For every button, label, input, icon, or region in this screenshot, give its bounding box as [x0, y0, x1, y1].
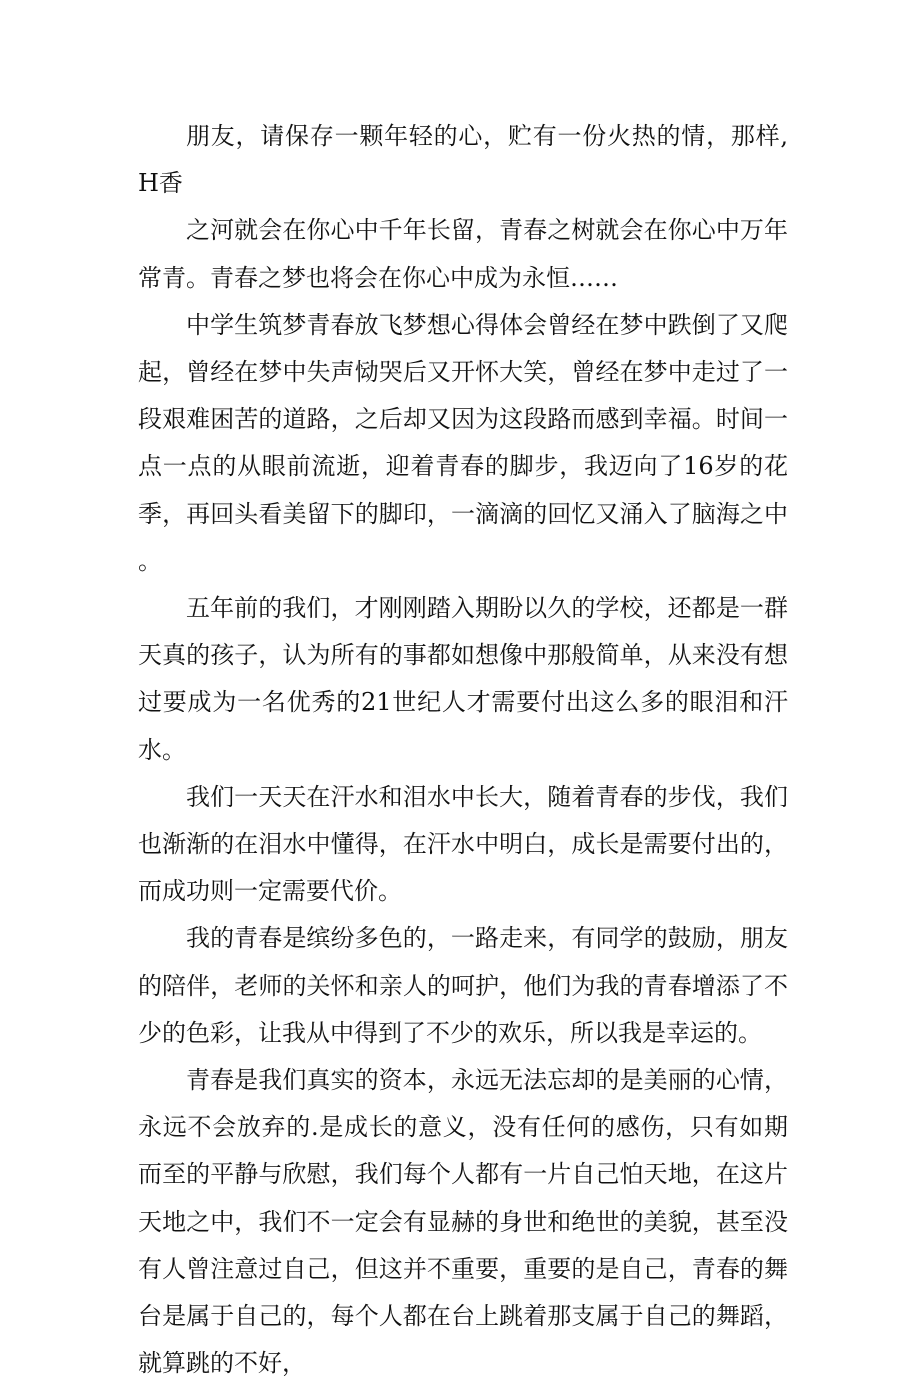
paragraph-6: 我的青春是缤纷多色的，一路走来，有同学的鼓励，朋友的陪伴，老师的关怀和亲人的呵护，他们为我的青春增添了不少的色彩，让我从中得到了不少的欢乐，所以我是幸运的。 [138, 924, 788, 1047]
paragraph-1: 朋友，请保存一颗年轻的心，贮有一份火热的情，那样,H香 [138, 122, 788, 198]
paragraph-4: 五年前的我们，才刚刚踏入期盼以久的学校，还都是一群天真的孩子，认为所有的事都如想像中那般简单，从来没有想过要成为一名优秀的21世纪人才需要付出这么多的眼泪和汗水。 [138, 594, 788, 764]
paragraph-7: 青春是我们真实的资本，永远无法忘却的是美丽的心情，永远不会放弃的.是成长的意义，没有任何的感伤，只有如期而至的平静与欣慰，我们每个人都有一片自己怕天地，在这片天地之中，我们不一定会有显赫的身世和绝世的美貌，甚至没有人曾注意过自己，但这并不重要，重要的是自己，青春的舞台是属于自己的，每个人都在台上跳着那支属于自己的舞蹈，就算跳的不好， [138, 1066, 788, 1378]
paragraph-3: 中学生筑梦青春放飞梦想心得体会曾经在梦中跌倒了又爬起，曾经在梦中失声恸哭后又开怀大笑，曾经在梦中走过了一段艰难困苦的道路，之后却又因为这段路而感到幸福。时间一点一点的从眼前流逝，迎着青春的脚步，我迈向了16岁的花季，再回头看美留下的脚印，一滴滴的回忆又涌入了脑海之中。 [138, 310, 788, 575]
paragraph-2: 之河就会在你心中千年长留，青春之树就会在你心中万年常青。青春之梦也将会在你心中成为永恒…… [138, 216, 788, 292]
document-body [138, 113, 788, 1387]
paragraph-5: 我们一天天在汗水和泪水中长大，随着青春的步伐，我们也渐渐的在泪水中懂得，在汗水中明白，成长是需要付出的，而成功则一定需要代价。 [138, 782, 788, 906]
